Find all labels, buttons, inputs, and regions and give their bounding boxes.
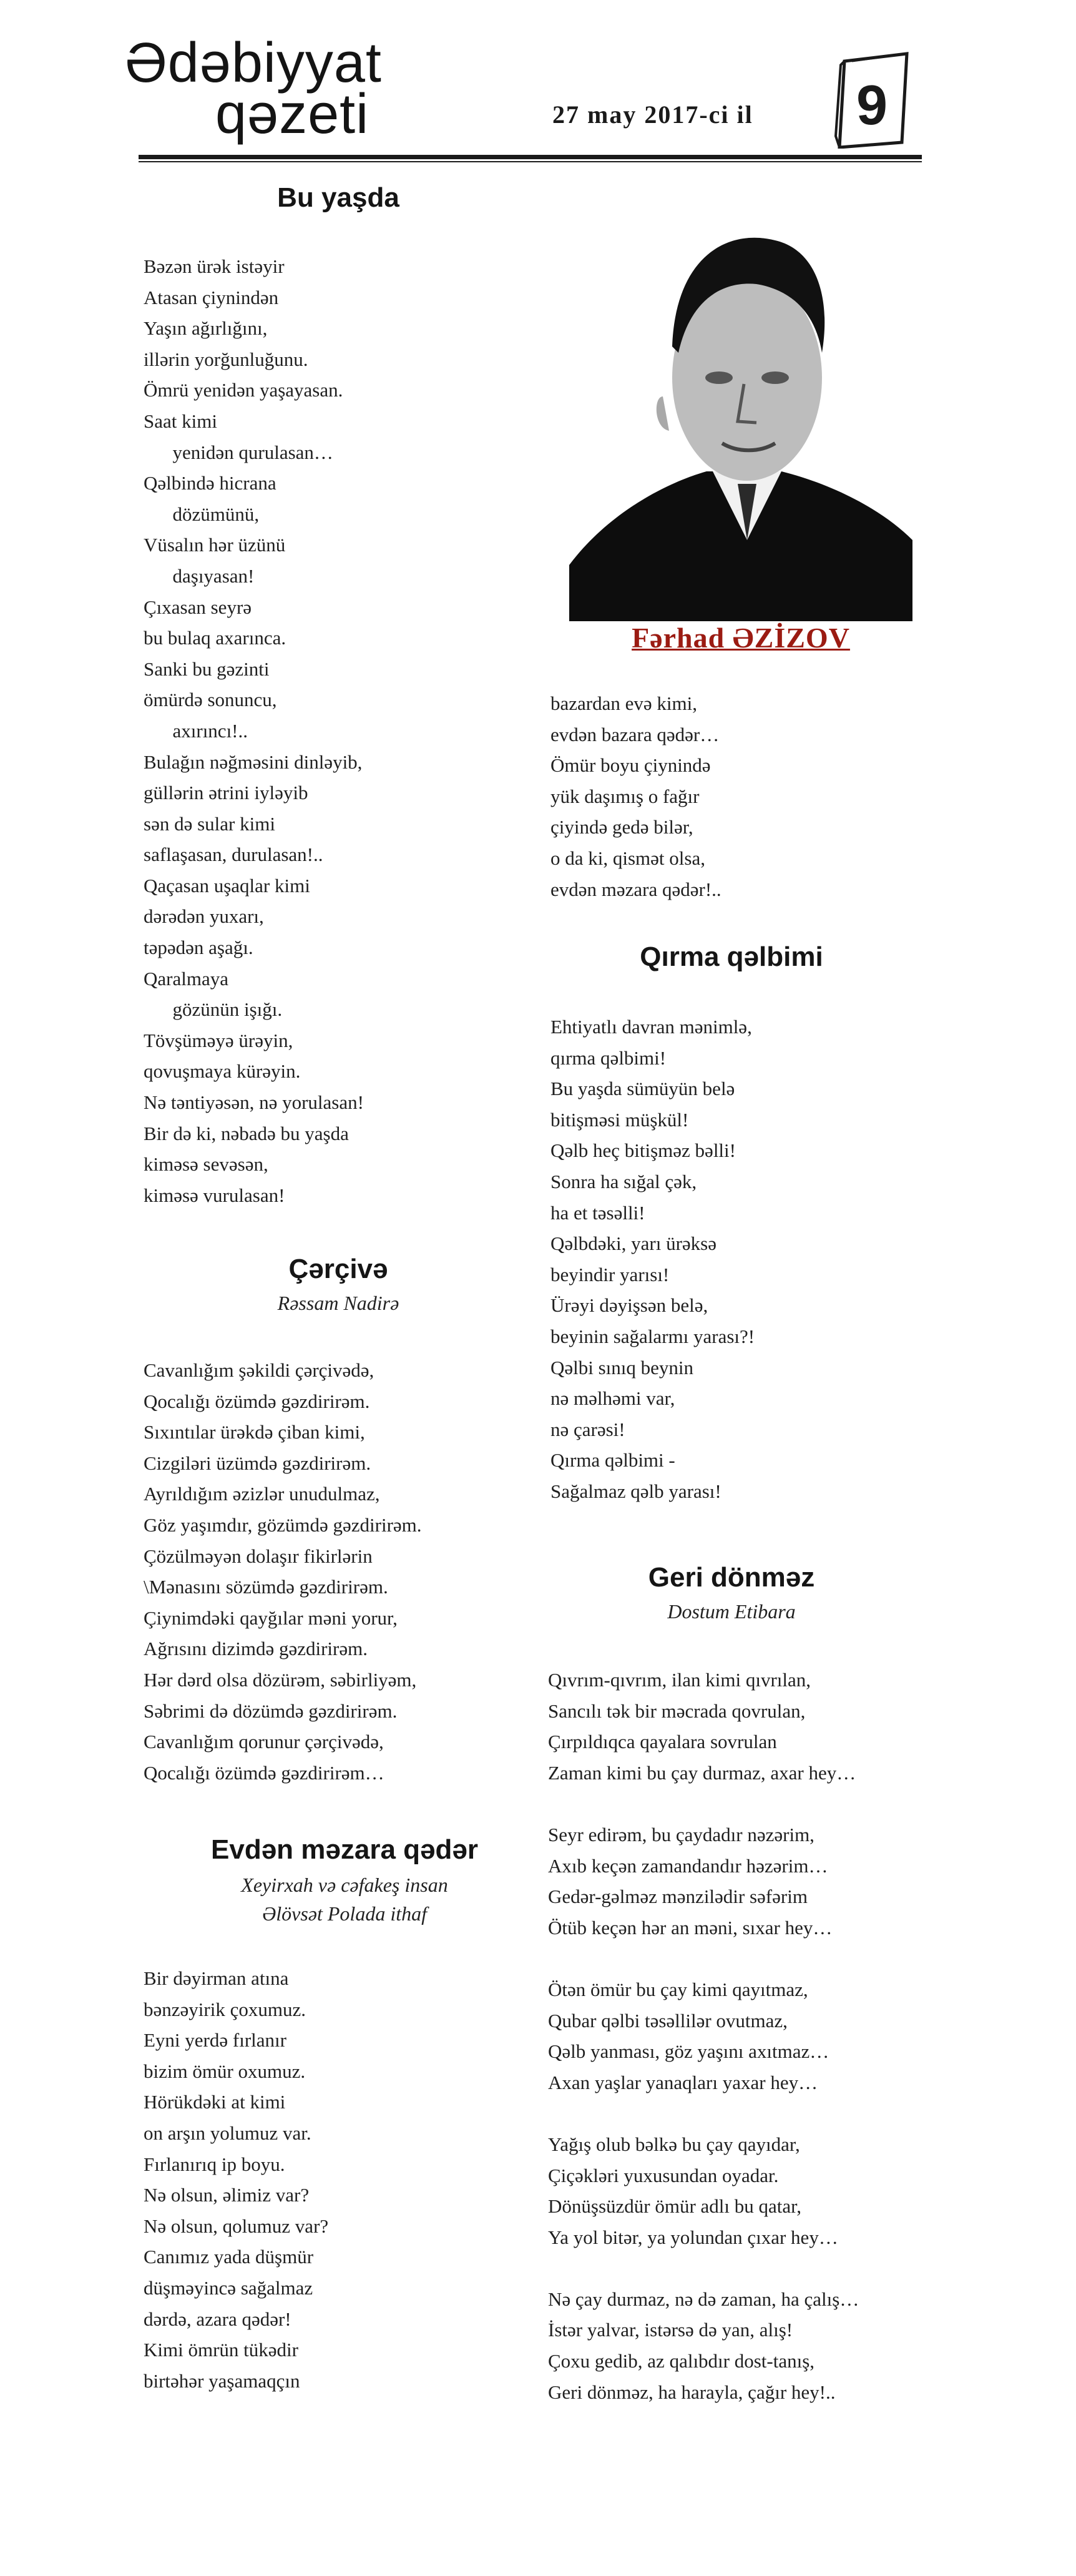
poem-line: gözünün işığı.: [144, 998, 283, 1021]
poem-line: Qəlb yanması, göz yaşını axıtmaz…: [548, 2040, 829, 2063]
poem-line: Sonra ha sığal çək,: [550, 1170, 697, 1192]
poem-line: Axan yaşlar yanaqları yaxar hey…: [548, 2071, 818, 2093]
poem-line: Bu yaşda sümüyün belə: [550, 1078, 735, 1100]
poem-line: yük daşımış o fağır: [550, 785, 700, 807]
poem-line: Ömrü yenidən yaşayasan.: [144, 379, 343, 401]
author-portrait: [569, 190, 912, 621]
poem-line: Nə olsun, qolumuz var?: [144, 2215, 329, 2237]
poem-line: Axıb keçən zamandandır həzərim…: [548, 1854, 828, 1877]
poem-line: Sancılı tək bir məcrada qovrulan,: [548, 1699, 806, 1722]
poem-body-qirma-qelbimi: [550, 1011, 755, 1507]
poem-line: birtəhər yaşamaqçın: [144, 2369, 300, 2392]
poem-line: dözümünü,: [144, 503, 260, 525]
poem-line: illərin yorğunluğunu.: [144, 348, 308, 370]
page-number: 9: [856, 74, 888, 137]
poem-title-qirma-qelbimi: Qırma qəlbimi: [640, 941, 823, 972]
poem-line: Qocalığı özümdə gəzdirirəm.: [144, 1390, 370, 1412]
author-name: Fərhad ƏZİZOV: [632, 622, 850, 654]
poem-line: Cavanlığım qorunur çərçivədə,: [144, 1731, 384, 1753]
poem-stanza: [548, 2284, 859, 2407]
poem-line: Qaçasan uşaqlar kimi: [144, 874, 310, 897]
poem-line: Sağalmaz qəlb yarası!: [550, 1480, 721, 1502]
poem-line: Eyni yerdə fırlanır: [144, 2029, 286, 2052]
poem-line: kiməsə vurulasan!: [144, 1184, 285, 1206]
poem-line: Geri dönməz, ha harayla, çağır hey!..: [548, 2381, 836, 2403]
poem-line: nə məlhəmi var,: [550, 1387, 675, 1410]
poem-body-evden-mezara-continued: [550, 688, 721, 905]
poem-line: Canımız yada düşmür: [144, 2246, 314, 2268]
masthead-line-1: Ədəbiyyat: [125, 32, 382, 94]
poem-stanza: [548, 1664, 859, 1788]
poem-line: yenidən qurulasan…: [144, 441, 333, 463]
poem-line: Ürəyi dəyişsən belə,: [550, 1294, 708, 1317]
poem-line: bazardan evə kimi,: [550, 692, 697, 714]
poem-line: Çırpıldıqca qayalara sovrulan: [548, 1731, 777, 1753]
poem-line: bu bulaq axarınca.: [144, 627, 286, 649]
poem-line: Yağış olub bəlkə bu çay qayıdar,: [548, 2133, 800, 2155]
poem-line: kiməsə sevəsən,: [144, 1153, 268, 1176]
poem-dedication-geri-donmez: Dostum Etibara: [667, 1600, 796, 1623]
poem-line: evdən bazara qədər…: [550, 723, 720, 745]
poem-line: Bir dəyirman atına: [144, 1967, 289, 1989]
poem-line: Bəzən ürək istəyir: [144, 255, 285, 277]
poem-line: Qəlb heç bitişməz bəlli!: [550, 1139, 736, 1162]
poem-line: Sanki bu gəzinti: [144, 657, 270, 680]
poem-dedication-evden-mezara-1: Xeyirxah və cəfakeş insan: [241, 1874, 448, 1896]
poem-line: Ehtiyatlı davran mənimlə,: [550, 1016, 752, 1038]
poem-line: Bulağın nəğməsini dinləyib,: [144, 750, 363, 773]
poem-line: ha et təsəlli!: [550, 1201, 645, 1224]
poem-line: Cizgiləri üzümdə gəzdirirəm.: [144, 1452, 371, 1474]
poem-title-geri-donmez: Geri dönməz: [648, 1562, 815, 1593]
poem-line: sən də sular kimi: [144, 812, 275, 835]
poem-line: bitişməsi müşkül!: [550, 1108, 689, 1131]
poem-line: Ötüb keçən hər an məni, sıxar hey…: [548, 1916, 833, 1939]
header-rule-thin: [139, 161, 922, 162]
poem-line: daşıyasan!: [144, 564, 255, 587]
poem-line: o da ki, qismət olsa,: [550, 847, 705, 869]
poem-line: on arşın yolumuz var.: [144, 2121, 311, 2144]
poem-line: Kimi ömrün tükədir: [144, 2339, 298, 2361]
poem-line: Tövşüməyə ürəyin,: [144, 1029, 293, 1051]
poem-line: Fırlanırıq ip boyu.: [144, 2153, 285, 2175]
poem-line: Gedər-gəlməz mənzilədir səfərim: [548, 1885, 808, 1908]
poem-line: Çiynimdəki qayğılar məni yorur,: [144, 1606, 398, 1629]
poem-line: Çoxu gedib, az qalıbdır dost-tanış,: [548, 2350, 815, 2372]
poem-line: Qubar qəlbi təsəllilər ovutmaz,: [548, 2009, 788, 2032]
poem-line: Qəlbdəki, yarı ürəksə: [550, 1232, 717, 1255]
poem-dedication-cerceve: Rəssam Nadirə: [277, 1292, 399, 1314]
poem-line: Zaman kimi bu çay durmaz, axar hey…: [548, 1761, 856, 1784]
poem-line: Sıxıntılar ürəkdə çiban kimi,: [144, 1421, 365, 1443]
poem-body-geri-donmez: [548, 1664, 859, 2407]
poem-line: Yaşın ağırlığını,: [144, 317, 268, 340]
poem-line: qovuşmaya kürəyin.: [144, 1060, 301, 1083]
poem-line: Çiçəkləri yuxusundan oyadar.: [548, 2164, 779, 2186]
poem-line: Seyr edirəm, bu çaydadır nəzərim,: [548, 1823, 814, 1846]
masthead-line-2: qəzeti: [215, 83, 369, 145]
poem-line: evdən məzara qədər!..: [550, 878, 721, 900]
poem-line: Bir də ki, nəbadə bu yaşda: [144, 1122, 349, 1144]
poem-line: təpədən aşağı.: [144, 937, 253, 959]
poem-dedication-evden-mezara-2: Əlövsət Polada ithaf: [262, 1902, 427, 1925]
poem-line: bizim ömür oxumuz.: [144, 2060, 306, 2082]
poem-title-evden-mezara: Evdən məzara qədər: [211, 1834, 478, 1865]
poem-line: düşməyincə sağalmaz: [144, 2276, 313, 2299]
poem-line: Hörükdəki at kimi: [144, 2091, 286, 2113]
poem-line: beyinin sağalarmı yarası?!: [550, 1325, 755, 1347]
poem-line: Ömür boyu çiynində: [550, 754, 711, 777]
poem-line: beyindir yarısı!: [550, 1263, 670, 1286]
poem-line: Göz yaşımdır, gözümdə gəzdirirəm.: [144, 1513, 422, 1536]
poem-stanza: [548, 1819, 859, 1943]
poem-body-cerceve: [144, 1355, 422, 1788]
poem-line: Cavanlığım şəkildi çərçivədə,: [144, 1359, 374, 1381]
poem-line: Qocalığı özümdə gəzdirirəm…: [144, 1761, 384, 1784]
poem-line: ömürdə sonuncu,: [144, 689, 277, 711]
poem-line: qırma qəlbimi!: [550, 1046, 667, 1069]
issue-date: 27 may 2017-ci il: [552, 101, 753, 129]
poem-line: Nə olsun, əlimiz var?: [144, 2184, 310, 2206]
poem-line: nə çarəsi!: [550, 1418, 625, 1440]
poem-line: Vüsalın hər üzünü: [144, 534, 286, 556]
poem-line: Ya yol bitər, ya yolundan çıxar hey…: [548, 2226, 838, 2248]
poem-line: güllərin ətrini iyləyib: [144, 782, 308, 804]
poem-line: Nə çay durmaz, nə də zaman, ha çalış…: [548, 2288, 859, 2310]
poem-line: bənzəyirik çoxumuz.: [144, 1998, 306, 2020]
poem-line: çiyində gedə bilər,: [550, 816, 693, 838]
poem-stanza: [548, 2129, 859, 2253]
poem-line: Atasan çiynindən: [144, 286, 279, 308]
poem-stanza: [548, 1974, 859, 2098]
poem-line: saflaşasan, durulasan!..: [144, 843, 323, 866]
poem-body-bu-yasda: [144, 251, 364, 1211]
poem-title-cerceve: Çərçivə: [288, 1254, 388, 1284]
poem-line: Çözülməyən dolaşır fikirlərin: [144, 1545, 373, 1567]
poem-line: axırıncı!..: [144, 719, 248, 742]
poem-line: Dönüşsüzdür ömür adlı bu qatar,: [548, 2195, 801, 2218]
poem-line: Ayrıldığım əzizlər unudulmaz,: [144, 1483, 380, 1505]
poem-line: dərədən yuxarı,: [144, 905, 264, 928]
poem-line: Səbrimi də dözümdə gəzdirirəm.: [144, 1699, 398, 1722]
poem-line: İstər yalvar, istərsə də yan, alış!: [548, 2319, 793, 2341]
poem-body-evden-mezara: [144, 1963, 328, 2396]
poem-line: Ağrısını dizimdə gəzdirirəm.: [144, 1638, 368, 1660]
poem-line: Qəlbi sınıq beynin: [550, 1356, 694, 1379]
poem-line: Saat kimi: [144, 410, 217, 432]
header-rule: [139, 155, 922, 159]
poem-line: Qıvrım-qıvrım, ilan kimi qıvrılan,: [548, 1669, 811, 1691]
newspaper-masthead: [125, 32, 382, 145]
poem-line: dərdə, azara qədər!: [144, 2308, 291, 2330]
poem-line: Qaralmaya: [144, 967, 228, 990]
poem-line: Nə təntiyəsən, nə yorulasan!: [144, 1091, 364, 1114]
poem-line: Hər dərd olsa dözürəm, səbirliyəm,: [144, 1668, 417, 1691]
poem-line: Ötən ömür bu çay kimi qayıtmaz,: [548, 1978, 808, 2000]
poem-line: \Mənasını sözümdə gəzdirirəm.: [144, 1576, 388, 1598]
poem-title-bu-yasda: Bu yaşda: [277, 182, 399, 213]
poem-line: Qırma qəlbimi -: [550, 1449, 675, 1472]
poem-line: Çıxasan seyrə: [144, 596, 252, 618]
poem-line: Qəlbində hicrana: [144, 472, 276, 494]
